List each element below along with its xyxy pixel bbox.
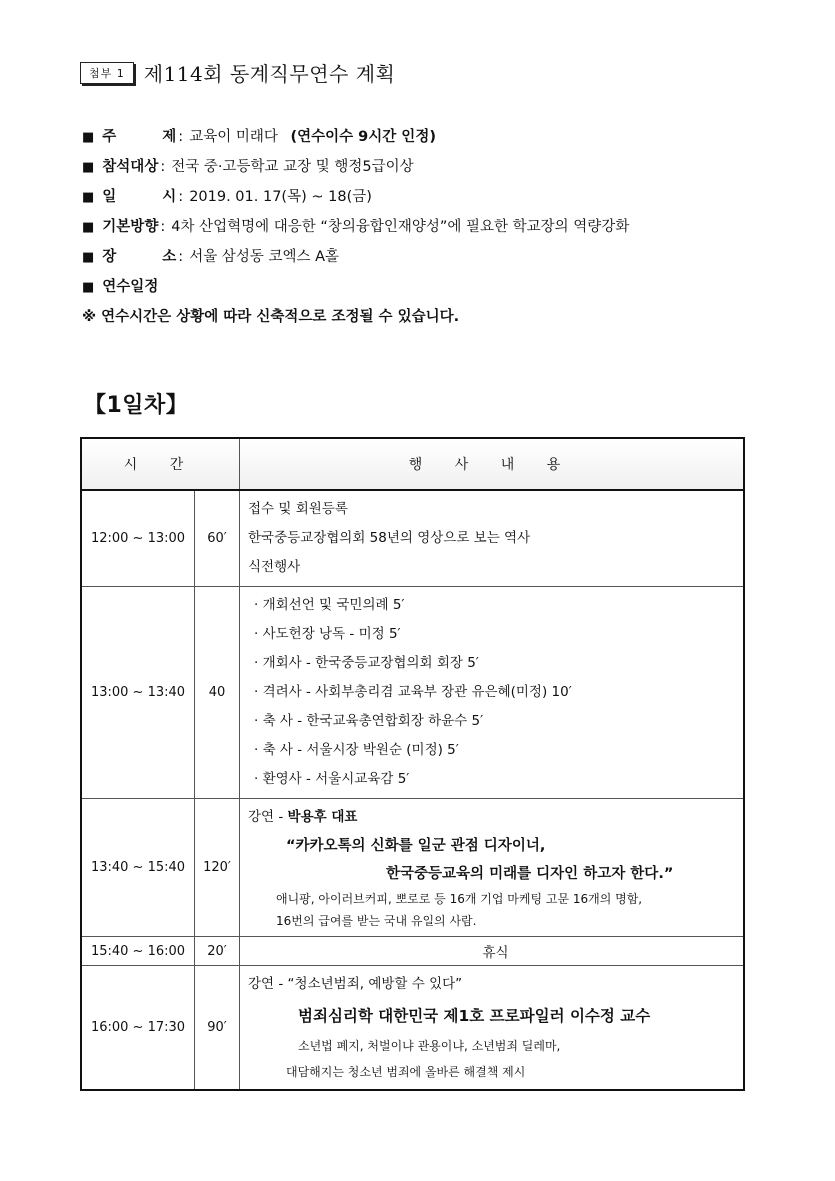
square-bullet-icon: ■ bbox=[82, 250, 95, 265]
header-time: 시 간 bbox=[81, 438, 240, 490]
lecture-title bbox=[248, 803, 743, 832]
lecture-description: 애니팡, 아이러브커피, 뽀로로 등 16개 기업 마케팅 고문 16개의 명함, bbox=[276, 892, 643, 906]
overview-section bbox=[82, 122, 782, 332]
square-bullet-icon: ■ bbox=[82, 190, 95, 205]
content-line: 식전행사 bbox=[248, 559, 301, 575]
content-line: 한국중등교장협의회 58년의 영상으로 보는 역사 bbox=[248, 530, 531, 546]
table-row bbox=[81, 966, 744, 1091]
day-title: 【1일차】 bbox=[84, 393, 189, 418]
ceremony-item: · 축 사 - 서울시장 박원순 (미정) 5′ bbox=[254, 742, 459, 758]
schedule-table bbox=[80, 437, 745, 1091]
info-row-topic: ■ 주 제 : 교육이 미래다 (연수이수 9시간 인정) bbox=[82, 122, 782, 152]
lecture-quote-line-2: 한국중등교육의 미래를 디자인 하고자 한다.” bbox=[386, 866, 674, 882]
row-content bbox=[240, 587, 745, 799]
ceremony-item: · 개회선언 및 국민의례 5′ bbox=[254, 597, 405, 613]
row-time: 13:00 ~ 13:40 bbox=[81, 587, 195, 799]
row-content bbox=[240, 799, 745, 937]
schedule-note: ※ 연수시간은 상황에 따라 신축적으로 조정될 수 있습니다. bbox=[82, 309, 460, 325]
info-value: 4차 산업혁명에 대응한 “창의융합인재양성”에 필요한 학교장의 역량강화 bbox=[171, 219, 630, 235]
info-value: 교육이 미래다 bbox=[189, 129, 278, 145]
row-duration: 20′ bbox=[195, 937, 240, 966]
ceremony-item: · 사도헌장 낭독 - 미정 5′ bbox=[254, 626, 401, 642]
ceremony-item: · 격려사 - 사회부총리겸 교육부 장관 유은혜(미정) 10′ bbox=[254, 684, 572, 700]
info-row-attendees: ■ 참석대상 : 전국 중·고등학교 교장 및 행정5급이상 bbox=[82, 152, 782, 182]
lecture-description: 소년법 폐지, 처벌이냐 관용이냐, 소년범죄 딜레마, bbox=[298, 1039, 561, 1053]
info-row-venue: ■ 장 소 : 서울 삼성동 코엑스 A홀 bbox=[82, 242, 782, 272]
row-time: 12:00 ~ 13:00 bbox=[81, 490, 195, 587]
row-time: 16:00 ~ 17:30 bbox=[81, 966, 195, 1091]
row-content: 휴식 bbox=[240, 937, 745, 966]
row-content bbox=[240, 490, 745, 587]
table-row bbox=[81, 937, 744, 966]
row-time: 13:40 ~ 15:40 bbox=[81, 799, 195, 937]
info-row-date: ■ 일 시 : 2019. 01. 17(목) ~ 18(금) bbox=[82, 182, 782, 212]
page-title: 제114회 동계직무연수 계획 bbox=[143, 62, 396, 86]
info-label: 기본방향 bbox=[102, 219, 159, 235]
square-bullet-icon: ■ bbox=[82, 220, 95, 235]
header-content: 행 사 내 용 bbox=[240, 438, 745, 490]
info-value-emphasis: (연수이수 9시간 인정) bbox=[290, 129, 436, 145]
info-label: 연수일정 bbox=[102, 279, 159, 295]
row-duration: 120′ bbox=[195, 799, 240, 937]
info-label: 장 소 bbox=[102, 249, 177, 265]
lecture-title: 강연 - “청소년범죄, 예방할 수 있다” bbox=[248, 976, 463, 992]
document-header bbox=[80, 58, 395, 87]
lecturer-name: 박용후 대표 bbox=[287, 809, 358, 825]
row-duration: 90′ bbox=[195, 966, 240, 1091]
info-label: 일 시 bbox=[102, 189, 177, 205]
table-row bbox=[81, 490, 744, 587]
ceremony-item: · 환영사 - 서울시교육감 5′ bbox=[254, 771, 410, 787]
row-time: 15:40 ~ 16:00 bbox=[81, 937, 195, 966]
row-duration: 40 bbox=[195, 587, 240, 799]
content-line: 접수 및 회원등록 bbox=[248, 501, 348, 517]
info-value: 2019. 01. 17(목) ~ 18(금) bbox=[189, 189, 372, 205]
info-row-direction: ■ 기본방향 : 4차 산업혁명에 대응한 “창의융합인재양성”에 필요한 학교장의 역량강화 bbox=[82, 212, 782, 242]
lecture-quote-line-1: “카카오톡의 신화를 일군 관점 디자이너, bbox=[286, 838, 546, 854]
lecture-description: 16번의 급여를 받는 국내 유일의 사람. bbox=[276, 914, 477, 928]
info-row-schedule bbox=[82, 272, 782, 302]
row-content bbox=[240, 966, 745, 1091]
row-duration: 60′ bbox=[195, 490, 240, 587]
square-bullet-icon: ■ bbox=[82, 160, 95, 175]
lecture-description: 대담해지는 청소년 범죄에 올바른 해결책 제시 bbox=[286, 1065, 526, 1079]
ceremony-item: · 개회사 - 한국중등교장협의회 회장 5′ bbox=[254, 655, 479, 671]
table-row bbox=[81, 799, 744, 937]
ceremony-item: · 축 사 - 한국교육총연합회장 하윤수 5′ bbox=[254, 713, 484, 729]
info-label: 참석대상 bbox=[102, 159, 159, 175]
table-header-row bbox=[81, 438, 744, 490]
square-bullet-icon: ■ bbox=[82, 130, 95, 145]
table-row bbox=[81, 587, 744, 799]
attachment-badge: 첨부 1 bbox=[80, 62, 134, 84]
info-value: 전국 중·고등학교 교장 및 행정5급이상 bbox=[171, 159, 414, 175]
lecture-prefix: 강연 - bbox=[248, 809, 288, 825]
info-value: 서울 삼성동 코엑스 A홀 bbox=[189, 249, 339, 265]
info-label: 주 제 bbox=[102, 129, 177, 145]
square-bullet-icon: ■ bbox=[82, 280, 95, 295]
speaker-name: 범죄심리학 대한민국 제1호 프로파일러 이수정 교수 bbox=[298, 1007, 651, 1025]
